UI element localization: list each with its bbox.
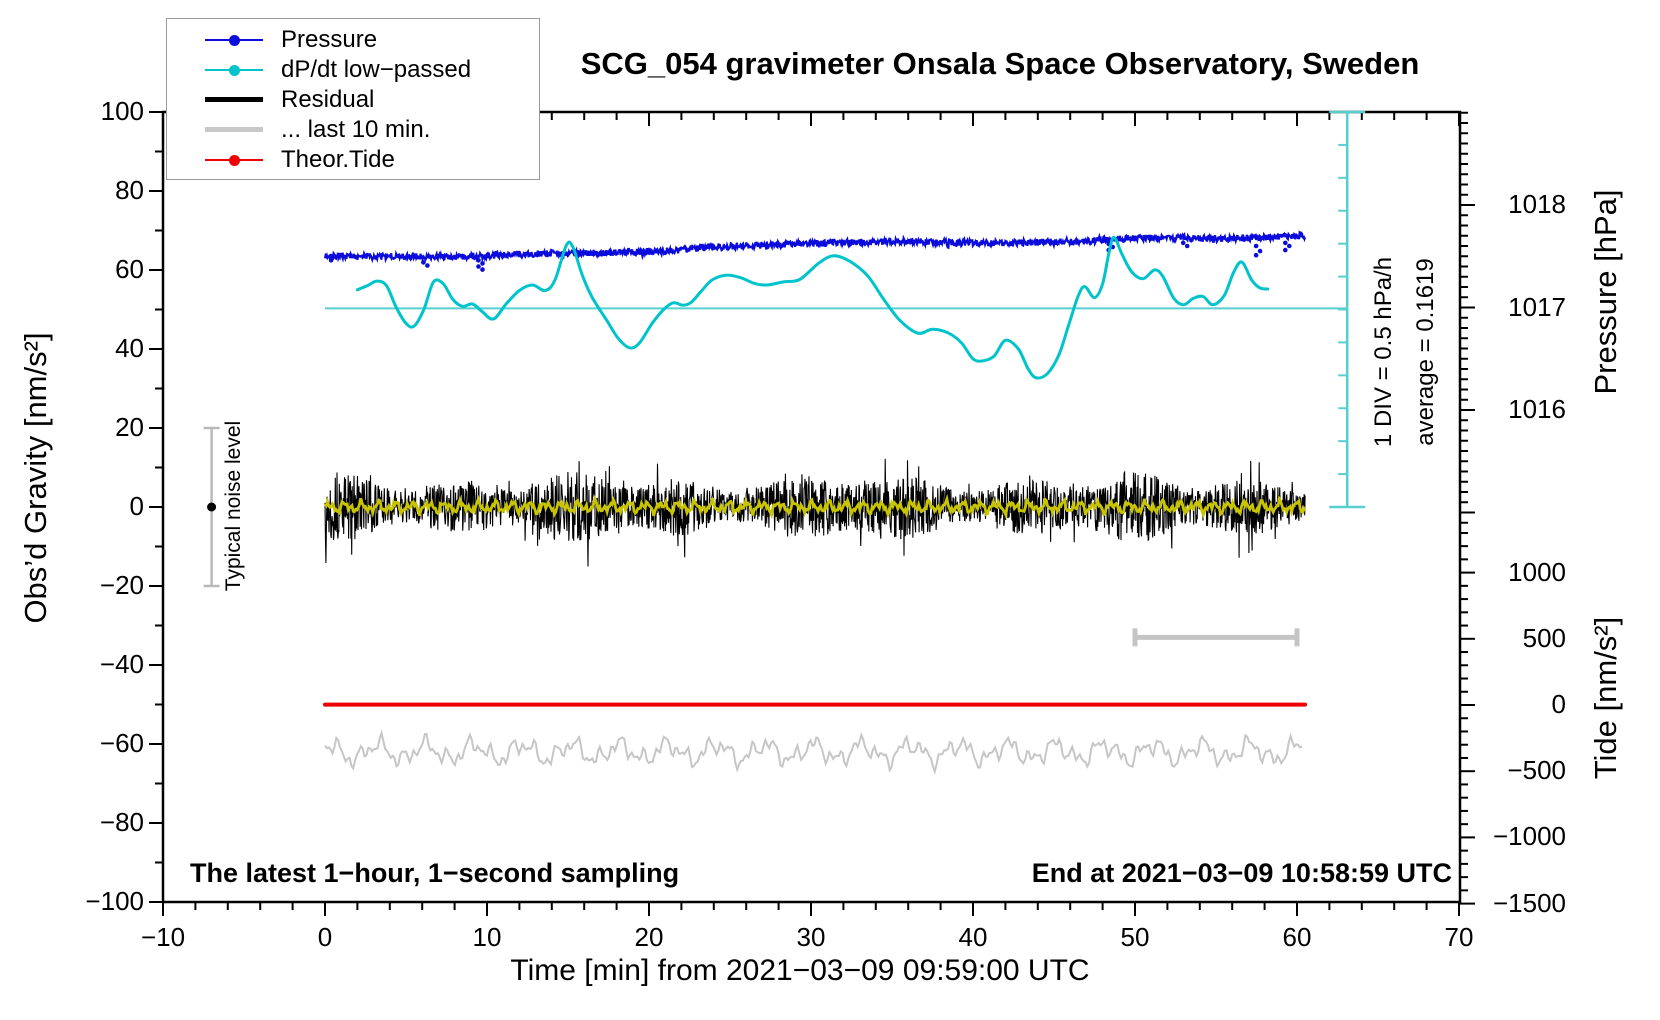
gravity-tick-label: 80 <box>115 175 144 205</box>
tide-tick-label: −1000 <box>1492 821 1566 852</box>
theortide-dot-swatch <box>229 155 240 166</box>
typical-noise-label: Typical noise level <box>222 420 245 592</box>
series-last10 <box>325 733 1302 772</box>
pressure-outlier-dot <box>1283 241 1288 246</box>
pressure-outlier-dot <box>1181 241 1186 246</box>
pressure-tick-label: 1018 <box>1508 189 1566 219</box>
pressure-outlier-dot <box>476 258 481 263</box>
chart-title: SCG_054 gravimeter Onsala Space Observatory, Sweden <box>580 46 1420 81</box>
x-tick-label: 10 <box>472 922 502 952</box>
tide-tick-label: −1500 <box>1492 887 1566 918</box>
pressure-outlier-dot <box>1185 244 1190 249</box>
x-tick-label: 70 <box>1444 922 1474 952</box>
dpdt-dot-swatch <box>229 65 240 76</box>
noise-errorbar-dot <box>207 503 216 512</box>
pressure-outlier-dot <box>329 258 334 263</box>
x-tick-label: 30 <box>796 922 826 952</box>
gravity-tick-label: −40 <box>99 649 144 679</box>
pressure-outlier-dot <box>1258 249 1263 254</box>
pressure-outlier-dot <box>421 260 426 265</box>
legend-item-dpdt <box>167 55 539 85</box>
legend-label-pressure: Pressure <box>281 26 378 53</box>
series-layer <box>204 112 1366 772</box>
div-scale-note: 1 DIV = 0.5 hPa/h <box>1370 256 1397 448</box>
pressure-outlier-dot <box>480 267 485 272</box>
legend-label-last10: ... last 10 min. <box>281 116 431 143</box>
legend-item-residual <box>167 85 539 115</box>
tide-tick-label: 1000 <box>1508 556 1566 587</box>
last10-line-swatch <box>205 127 263 132</box>
end-time-note: End at 2021−03−09 10:58:59 UTC <box>1031 858 1452 888</box>
pressure-dot-swatch <box>229 35 240 46</box>
x-axis-title: Time [min] from 2021−03−09 09:59:00 UTC <box>510 954 1090 987</box>
tide-tick-label: −500 <box>1507 755 1566 786</box>
pressure-outlier-dot <box>1254 244 1259 249</box>
x-tick-label: 0 <box>317 922 333 952</box>
y-left-axis-title: Obs’d Gravity [nm/s²] <box>18 332 53 624</box>
gravity-tick-label: 100 <box>100 96 144 126</box>
x-tick-label: 40 <box>958 922 988 952</box>
pressure-outlier-dot <box>476 264 481 269</box>
legend-box <box>166 18 540 180</box>
gravity-tick-label: 40 <box>115 333 144 363</box>
gravity-tick-label: −20 <box>99 570 144 600</box>
x-tick-label: 50 <box>1120 922 1150 952</box>
x-tick-label: 60 <box>1282 922 1312 952</box>
pressure-outlier-dot <box>1287 244 1292 249</box>
gravity-tick-label: 60 <box>115 254 144 284</box>
gravity-tick-label: −100 <box>85 886 144 916</box>
sampling-note: The latest 1−hour, 1−second sampling <box>190 858 680 888</box>
legend-label-dpdt: dP/dt low−passed <box>281 56 472 83</box>
tide-axis-title: Tide [nm/s²] <box>1588 616 1623 780</box>
pressure-outlier-dot <box>1254 253 1259 258</box>
pressure-outlier-dot <box>1283 248 1288 253</box>
gravity-tick-label: 20 <box>115 412 144 442</box>
tide-tick-label: 0 <box>1551 689 1566 719</box>
legend-item-theortide <box>167 145 539 175</box>
pressure-outlier-dot <box>480 261 485 266</box>
series-pressure <box>325 233 1305 260</box>
legend-label-theortide: Theor.Tide <box>281 146 395 173</box>
legend-item-last10 <box>167 115 539 145</box>
pressure-tick-label: 1016 <box>1508 394 1566 424</box>
legend-label-residual: Residual <box>281 86 375 113</box>
residual-line-swatch <box>205 97 263 102</box>
gravity-tick-label: 0 <box>129 491 144 521</box>
pressure-outlier-dot <box>425 263 430 268</box>
average-note: average = 0.1619 <box>1412 258 1439 446</box>
x-tick-label: −10 <box>140 922 186 952</box>
x-tick-label: 20 <box>634 922 664 952</box>
pressure-axis-title: Pressure [hPa] <box>1588 189 1623 395</box>
gravity-tick-label: −80 <box>99 807 144 837</box>
gravity-tick-label: −60 <box>99 728 144 758</box>
tide-tick-label: 500 <box>1522 622 1566 653</box>
legend-item-pressure <box>167 25 539 55</box>
pressure-tick-label: 1017 <box>1508 291 1566 322</box>
